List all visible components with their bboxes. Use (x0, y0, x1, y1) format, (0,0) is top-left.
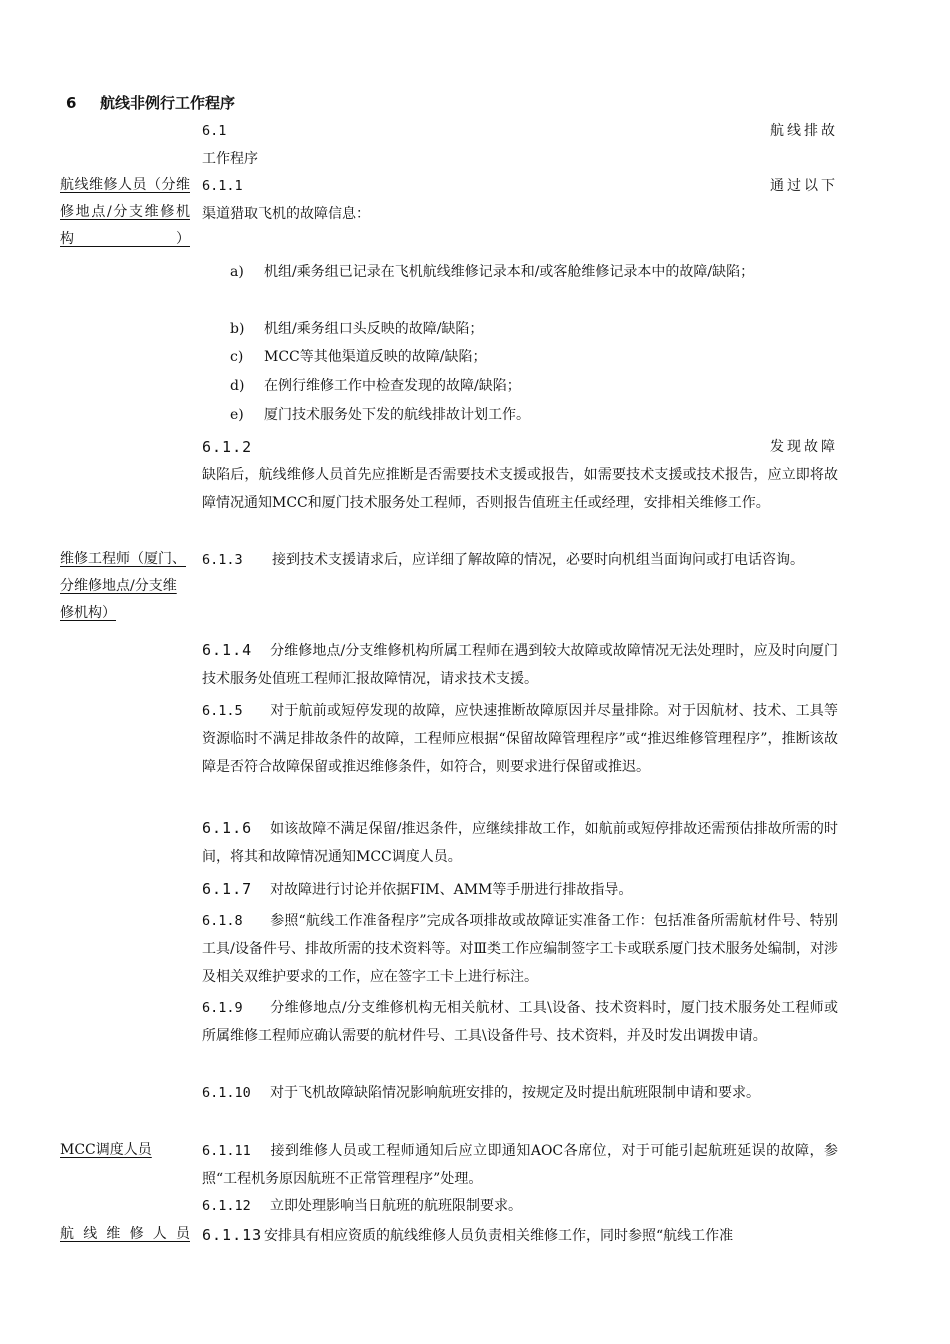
clause-number: 6.1 (202, 123, 227, 139)
list-text: 在例行维修工作中检查发现的故障/缺陷； (264, 378, 521, 394)
section-number: 6 (66, 94, 77, 112)
clause-number: 6.1.1 (202, 178, 243, 194)
list-text: 厦门技术服务处下发的航线排故计划工作。 (264, 407, 530, 423)
clause-6-1-2 (202, 433, 838, 517)
clause-6-1-10 (202, 1079, 838, 1107)
list-label: c) (230, 349, 244, 365)
clause-6-1-13 (202, 1221, 838, 1250)
clause-number: 6.1.4 (202, 641, 253, 659)
list-label: a) (230, 264, 244, 280)
list-text: MCC等其他渠道反映的故障/缺陷； (264, 349, 487, 365)
clause-number: 6.1.13 (202, 1226, 263, 1244)
list-text: 机组/乘务组口头反映的故障/缺陷； (264, 321, 484, 337)
role-mcc-dispatcher: MCC调度人员 (60, 1142, 152, 1158)
clause-number: 6.1.8 (202, 913, 243, 929)
clause-text: 安排具有相应资质的航线维修人员负责相关维修工作，同时参照“航线工作准 (264, 1228, 734, 1244)
clause-number: 6.1.9 (202, 1000, 243, 1016)
clause-number: 6.1.2 (202, 438, 253, 456)
list-item (202, 315, 838, 343)
section-heading (66, 92, 235, 113)
clause-text: 立即处理影响当日航班的航班限制要求。 (270, 1198, 522, 1214)
clause-text: 缺陷后，航线维修人员首先应推断是否需要技术支援或报告，如需要技术支援或技术报告，应立即将故障情况通知MCC和厦门技术服务处工程师，否则报告值班主任或经理，安排相关维修工作。 (202, 467, 838, 511)
clause-text: 如该故障不满足保留/推迟条件，应继续排故工作，如航前或短停排故还需预估排故所需的时间，将其和故障情况通知MCC调度人员。 (202, 821, 838, 865)
clause-text: 对于航前或短停发现的故障，应快速推断故障原因并尽量排除。对于因航材、技术、工具等资源临时不满足排故条件的故障，工程师应根据“保留故障管理程序”或“推迟维修管理程序”，推断该故障是否符合故障保留或推迟维修条件，如符合，则要求进行保留或推迟。 (202, 703, 838, 775)
clause-text: 分维修地点/分支维修机构所属工程师在遇到较大故障或故障情况无法处理时，应及时向厦门技术服务处值班工程师汇报故障情况，请求技术支援。 (202, 643, 838, 687)
clause-6-1-9 (202, 994, 838, 1050)
clause-6-1-8 (202, 907, 838, 991)
list-text: 机组/乘务组已记录在飞机航线维修记录本和/或客舱维修记录本中的故障/缺陷； (264, 264, 755, 280)
clause-text: 参照“航线工作准备程序”完成各项排故或故障证实准备工作：包括准备所需航材件号、特别工具/设备件号、排故所需的技术资料等。对Ⅲ类工作应编制签字工卡或联系厦门技术服务处编制，对涉及相关双维护要求的工作，应在签字工卡上进行标注。 (202, 913, 838, 985)
list-item (202, 258, 838, 286)
clause-6-1 (202, 117, 838, 173)
clause-heading: 通过以下 (770, 178, 838, 194)
list-label: e) (230, 407, 244, 423)
clause-text: 接到维修人员或工程师通知后应立即通知AOC各席位，对于可能引起航班延误的故障，参照“工程机务原因航班不正常管理程序”处理。 (202, 1143, 838, 1187)
list-item (202, 343, 838, 371)
clause-6-1-4 (202, 636, 838, 693)
clause-6-1-3 (202, 546, 838, 574)
clause-6-1-6 (202, 814, 838, 871)
list-label: b) (230, 321, 245, 337)
role-maintenance-engineer: 维修工程师（厦门、分维修地点/分支维修机构） (60, 551, 186, 621)
role-line-maintenance-staff-2: 航线维修人员 (60, 1226, 190, 1242)
clause-number: 6.1.7 (202, 880, 253, 898)
clause-number: 6.1.5 (202, 703, 243, 719)
clause-text: 对故障进行讨论并依据FIM、AMM等手册进行排故指导。 (270, 882, 633, 898)
clause-number: 6.1.6 (202, 819, 253, 837)
clause-text: 对于飞机故障缺陷情况影响航班安排的，按规定及时提出航班限制申请和要求。 (270, 1085, 760, 1101)
clause-number: 6.1.11 (202, 1143, 251, 1159)
clause-6-1-12 (202, 1192, 838, 1220)
section-title: 航线非例行工作程序 (100, 94, 236, 112)
clause-text: 工作程序 (202, 151, 258, 167)
clause-text: 接到技术支援请求后，应详细了解故障的情况，必要时向机组当面询问或打电话咨询。 (272, 552, 804, 568)
list-item (202, 401, 838, 429)
list-item (202, 372, 838, 400)
clause-6-1-5 (202, 697, 838, 781)
clause-6-1-7 (202, 875, 838, 904)
list-label: d) (230, 378, 245, 394)
clause-text: 分维修地点/分支维修机构无相关航材、工具\设备、技术资料时，厦门技术服务处工程师或所属维修工程师应确认需要的航材件号、工具\设备件号、技术资料，并及时发出调拨申请。 (202, 1000, 838, 1044)
clause-6-1-1 (202, 172, 838, 228)
clause-text: 渠道猎取飞机的故障信息： (202, 206, 370, 222)
clause-number: 6.1.12 (202, 1198, 251, 1214)
clause-heading: 发现故障 (770, 439, 838, 455)
clause-number: 6.1.3 (202, 552, 243, 568)
clause-heading: 航线排故 (770, 123, 838, 139)
clause-number: 6.1.10 (202, 1085, 251, 1101)
clause-6-1-11 (202, 1137, 838, 1193)
role-line-maintenance-staff: 航线维修人员（分维修地点/分支维修机构） (60, 177, 190, 247)
